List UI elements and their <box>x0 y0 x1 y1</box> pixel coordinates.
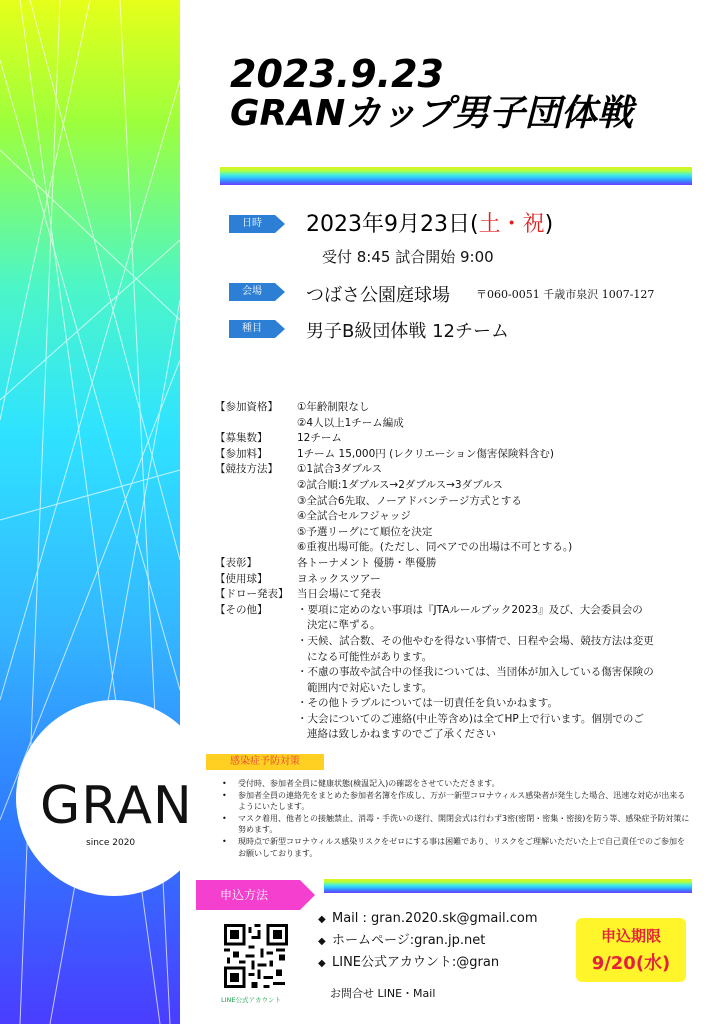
event-date-holiday: 土・祝 <box>478 212 545 237</box>
venue-name: つばさ公園庭球場 <box>306 285 450 306</box>
detail-label: 【ドロー発表】 <box>215 588 289 601</box>
detail-label: 【表彰】 <box>215 556 257 569</box>
detail-value: ③全試合6先取、ノーアドバンテージ方式とする <box>297 494 522 507</box>
detail-row-other-1b <box>215 618 695 634</box>
diamond-bullet-icon: ◆ <box>318 914 326 925</box>
detail-value: ①年齢制限なし <box>297 401 370 413</box>
diamond-bullet-icon: ◆ <box>318 936 326 947</box>
detail-row-method-2 <box>215 478 695 494</box>
detail-row-method-4 <box>215 509 695 525</box>
list-item: • 受付時、参加者全員に健康状態(検温記入)の確認をさせていただきます。 <box>222 778 692 790</box>
detail-row-draw <box>215 587 695 603</box>
detail-label: 【競技方法】 <box>215 463 278 476</box>
detail-row-eligibility <box>215 400 695 416</box>
detail-row-method <box>215 462 695 478</box>
deadline-box <box>576 918 686 982</box>
event-type-tag: 種目 <box>229 320 275 338</box>
qr-code-label: LINE公式アカウント <box>221 996 281 1004</box>
title-divider-bar <box>220 167 692 185</box>
detail-row-ball <box>215 572 695 588</box>
detail-label: 【募集数】 <box>215 432 268 445</box>
detail-value: 1チーム 15,000円 (レクリエーション傷害保険料含む) <box>297 447 554 460</box>
list-item: • マスク着用、他者との接触禁止、消毒・手洗いの遂行、開閉会式は行わず3密(密閉・密集・密接)を防う等、感染症予防対策に努めます。 <box>222 813 692 836</box>
covid-measures-list <box>222 778 692 859</box>
detail-row-other-4 <box>215 696 695 712</box>
diamond-bullet-icon: ◆ <box>318 958 326 969</box>
detail-row-other-5a <box>215 712 695 728</box>
gran-logo: GRAN <box>40 776 193 836</box>
detail-label: 【その他】 <box>215 603 268 616</box>
apply-method-label: 申込方法 <box>196 880 300 910</box>
detail-value: 範囲内で対応いたします。 <box>307 681 433 694</box>
event-type: 男子B級団体戦 12チーム <box>306 321 509 342</box>
detail-value: ⑤予選リーグにて順位を決定 <box>297 525 433 538</box>
detail-row-other-2b <box>215 650 695 666</box>
detail-label: 【参加料】 <box>215 447 268 460</box>
apply-divider-bar <box>324 879 692 893</box>
event-date-close: ) <box>544 212 554 237</box>
details-section <box>215 400 695 743</box>
detail-value: ④全試合セルフジャッジ <box>297 510 411 523</box>
detail-value: 12チーム <box>297 432 342 445</box>
detail-row-method-3 <box>215 494 695 510</box>
contact-line[interactable] <box>318 952 538 974</box>
detail-value: ①1試合3ダブルス <box>297 463 383 476</box>
detail-value: ②試合順:1ダブルス→2ダブルス→3ダブルス <box>297 478 503 491</box>
detail-row-recruit <box>215 431 695 447</box>
detail-row-award <box>215 556 695 572</box>
title-date: 2023.9.23 <box>230 52 444 96</box>
detail-value: 連絡は致しかねますのでご了承ください <box>307 728 496 741</box>
covid-section-label: 感染症予防対策 <box>206 754 324 770</box>
event-date-text: 2023年9月23日( <box>306 212 479 237</box>
contact-list <box>318 908 538 974</box>
detail-value: になる可能性があります。 <box>307 650 433 663</box>
detail-row-other-3a <box>215 665 695 681</box>
contact-mail-text: Mail : gran.2020.sk@gmail.com <box>332 911 538 926</box>
detail-row-other-3b <box>215 681 695 697</box>
line-qr-code[interactable] <box>224 924 288 988</box>
detail-row-method-5 <box>215 525 695 541</box>
detail-value: 決定に準ずる。 <box>307 619 381 632</box>
contact-mail[interactable] <box>318 908 538 930</box>
detail-row-other-5b <box>215 727 695 743</box>
date-tag: 日時 <box>229 215 275 233</box>
deadline-label: 申込期限 <box>600 927 661 945</box>
detail-row-fee <box>215 447 695 463</box>
detail-value: ⑥重複出場可能。(ただし、同ペアでの出場は不可とする。) <box>297 541 573 554</box>
detail-label: 【使用球】 <box>215 572 268 585</box>
list-item: • 現時点で新型コロナウィルス感染リスクをゼロにする事は困難であり、リスクをご理解いただいた上で自己責任でのご参加をお願いしております。 <box>222 836 692 859</box>
logo-since-text: since 2020 <box>86 838 136 848</box>
detail-value: ・その他トラブルについては一切責任を負いかねます。 <box>297 697 559 710</box>
title-event-name: GRANカップ男子団体戦 <box>230 93 633 134</box>
detail-value: ・天候、試合数、その他やむを得ない事情で、日程や会場、競技方法は変更 <box>297 634 654 647</box>
detail-value: ②4人以上1チーム編成 <box>297 416 404 429</box>
detail-value: 各トーナメント 優勝・準優勝 <box>297 556 437 569</box>
deadline-date: 9/20(水) <box>591 953 671 974</box>
detail-row-other <box>215 603 695 619</box>
qr-code-icon <box>224 924 288 988</box>
venue-address: 〒060-0051 千歳市泉沢 1007-127 <box>476 288 655 301</box>
detail-value: ヨネックスツアー <box>297 572 381 585</box>
venue-tag: 会場 <box>229 283 275 301</box>
detail-value: 当日会場にて発表 <box>297 588 381 601</box>
detail-value: ・不慮の事故や試合中の怪我については、当団体が加入している傷害保険の <box>297 666 654 679</box>
inquiry-text: お問合せ LINE・Mail <box>330 987 436 1000</box>
detail-label: 【参加資格】 <box>215 401 278 413</box>
detail-value: ・要項に定めのない事項は『JTAルールブック2023』及び、大会委員会の <box>297 603 643 616</box>
detail-row-other-2a <box>215 634 695 650</box>
contact-homepage[interactable] <box>318 930 538 952</box>
event-date <box>306 207 553 238</box>
detail-row-eligibility-2 <box>215 416 695 432</box>
detail-row-method-6 <box>215 540 695 556</box>
contact-line-text: LINE公式アカウント:@gran <box>332 955 500 970</box>
list-item: • 参加者全員の連絡先をまとめた参加者名簿を作成し、万が一新型コロナウィルス感染者が発生した場合、迅速な対応が出来るようにいたします。 <box>222 790 692 813</box>
event-schedule: 受付 8:45 試合開始 9:00 <box>322 248 494 266</box>
detail-value: ・大会についてのご連絡(中止等含め)は全てHP上で行います。個別でのご <box>297 712 644 725</box>
contact-homepage-text: ホームページ:gran.jp.net <box>332 933 486 948</box>
